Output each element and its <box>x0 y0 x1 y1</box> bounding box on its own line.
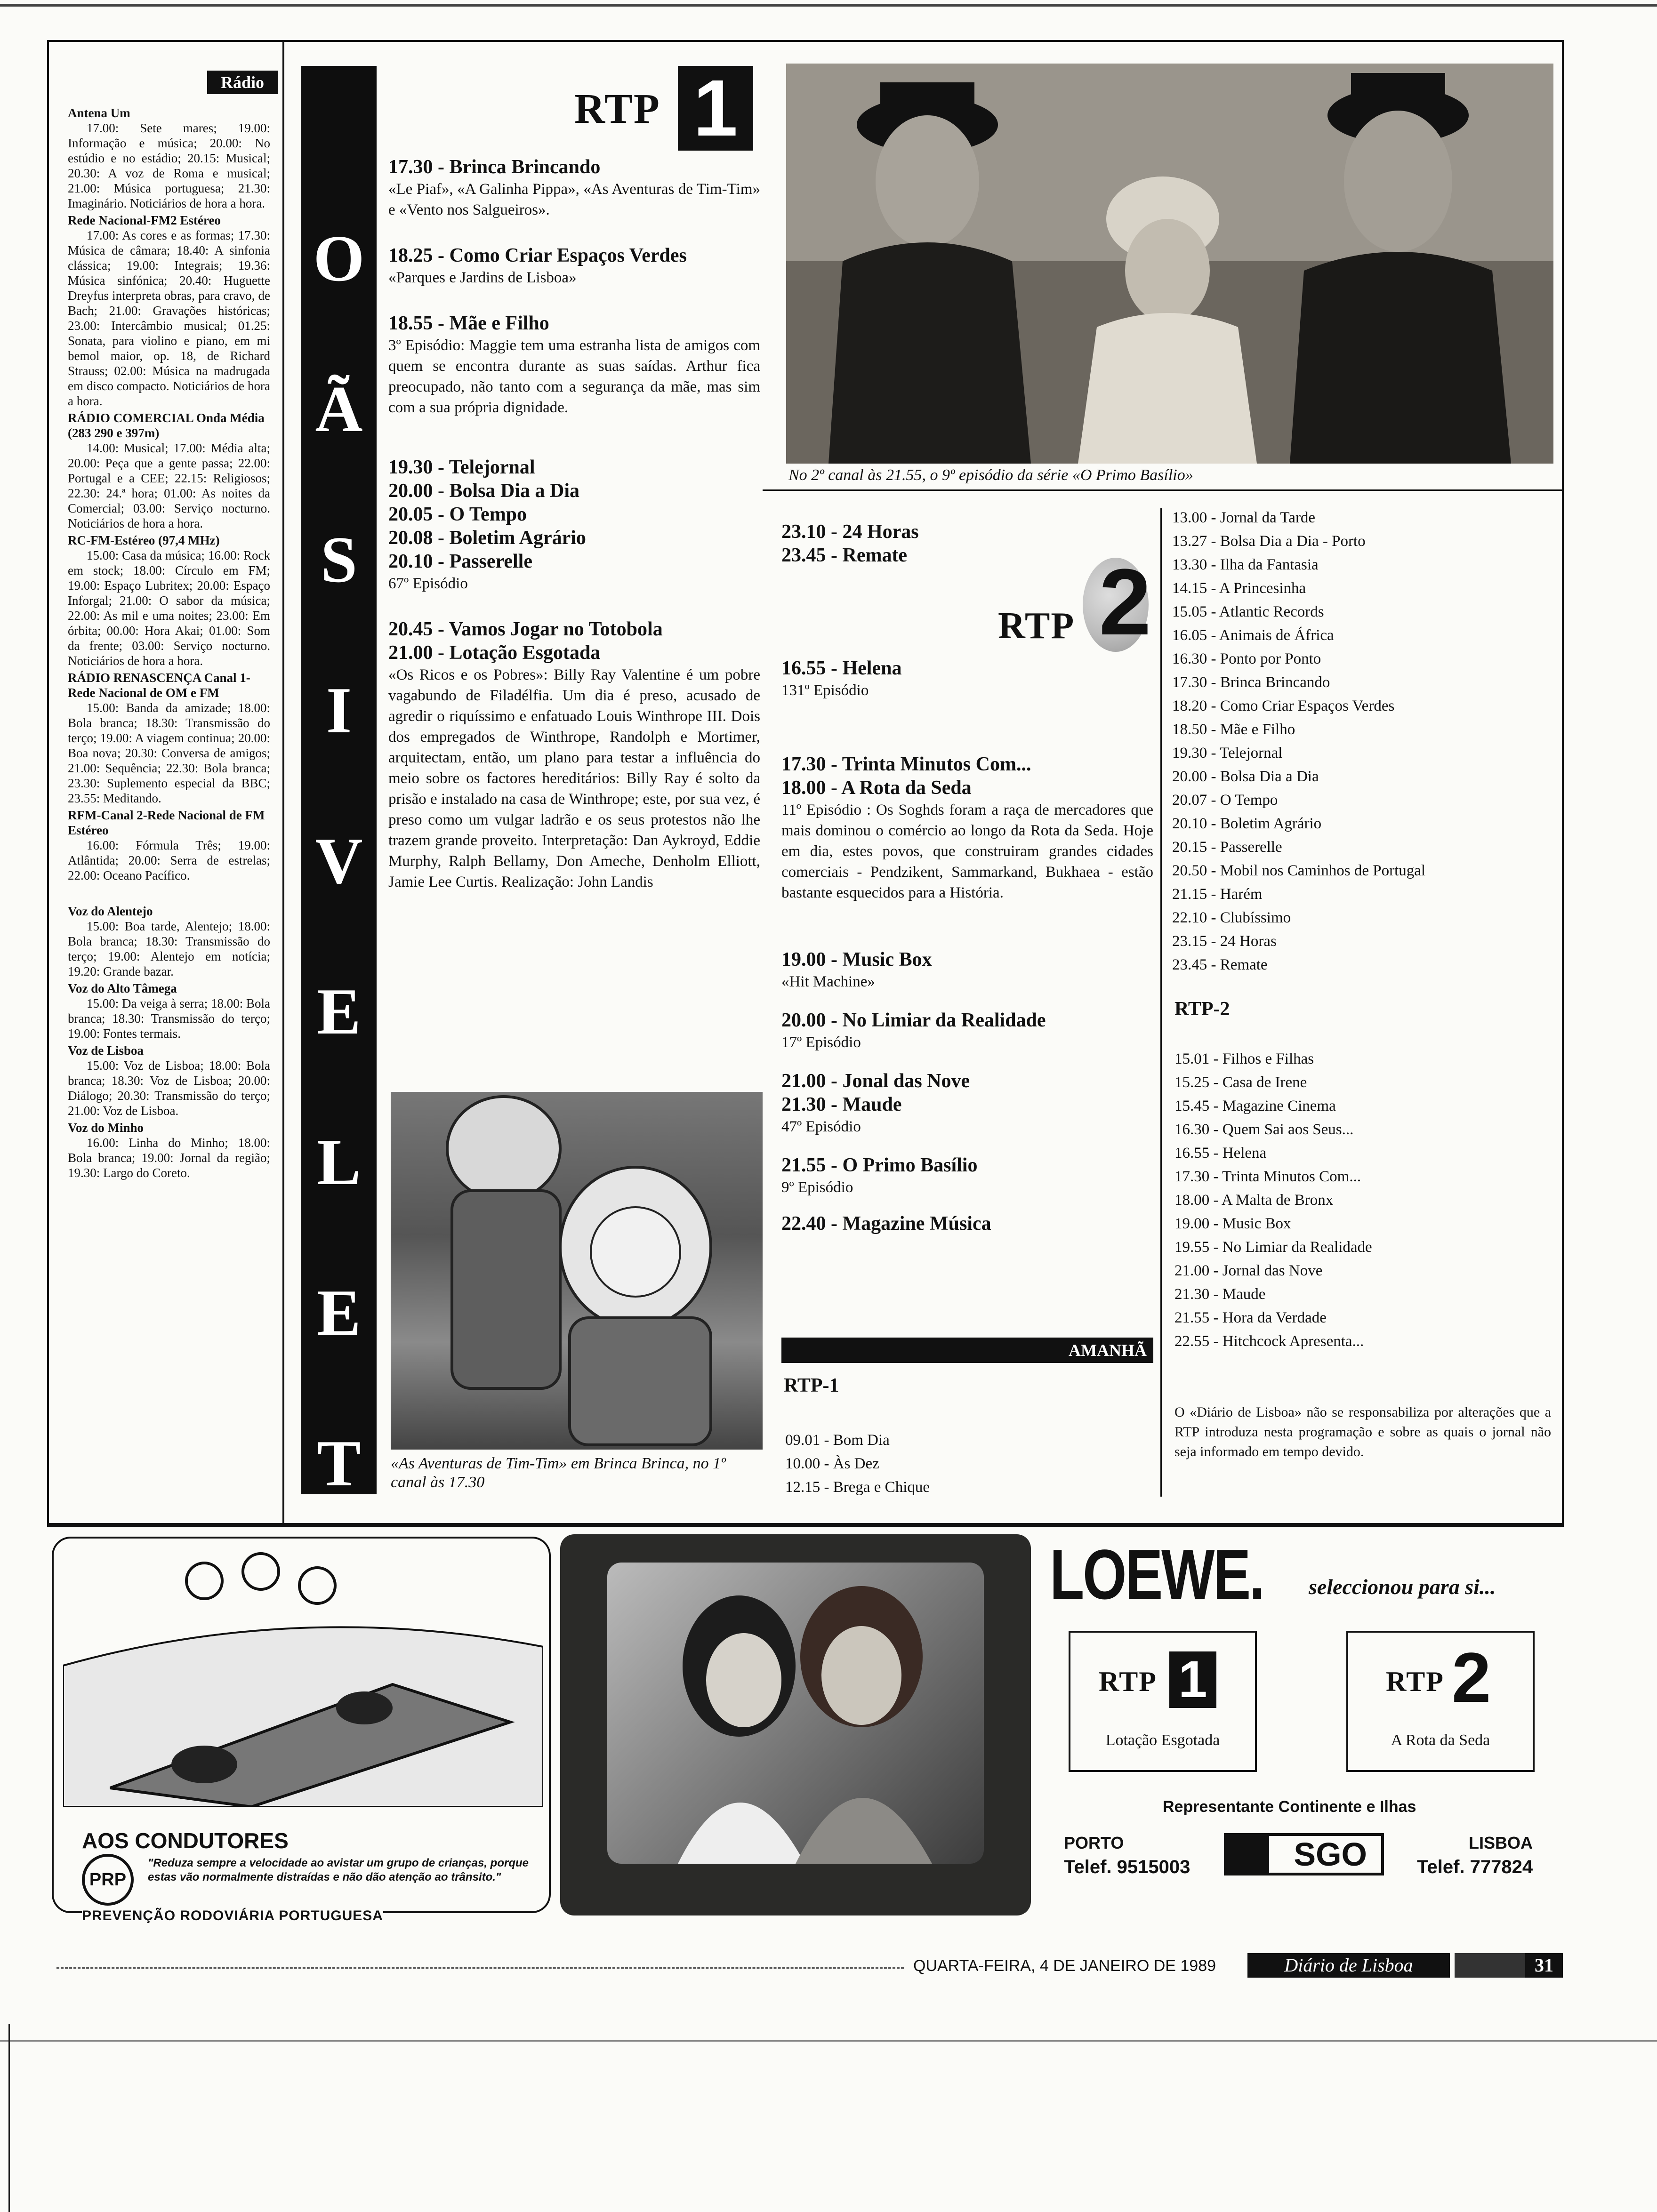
schedule-item: 23.15 - 24 Horas <box>1172 933 1277 950</box>
sgo-logo: SGO <box>1224 1833 1384 1875</box>
program-entry <box>781 1009 1153 1053</box>
porto-phone: Telef. 9515003 <box>1064 1857 1190 1877</box>
program-title: 20.45 - Vamos Jogar no Totobola <box>388 618 663 640</box>
schedule-item: 17.30 - Brinca Brincando <box>1172 674 1330 691</box>
porto-label: PORTO <box>1064 1833 1124 1852</box>
tintin-illustration <box>391 1092 763 1450</box>
program-title: 21.00 - Lotação Esgotada <box>388 642 601 664</box>
footer-dashed-rule <box>56 1967 904 1969</box>
radio-station-schedule: 16.00: Linha do Minho; 18.00: Bola branca; 19.00: Jornal da região; 19.30: Largo do Coreto. <box>68 1136 270 1180</box>
program-entry <box>781 1093 1153 1137</box>
radio-station-schedule: 15.00: Banda da amizade; 18.00: Bola branca; 18.30: Transmissão do terço; 19.00: A viagem continua; 20.00: Boa nova; 20.30: Conversa de amigos; 21.00: Sequência; 22.30: Bola branca; 23.30: Suplemento especial da BBC; 23.55: Meditando. <box>68 701 270 805</box>
program-entry <box>388 503 760 526</box>
radio-station-name: RFM-Canal 2-Rede Nacional de FM Estéreo <box>68 808 265 837</box>
schedule-item: 21.15 - Harém <box>1172 886 1263 903</box>
program-title: 19.30 - Telejornal <box>388 457 535 478</box>
program-title: 17.30 - Brinca Brincando <box>388 156 601 178</box>
television-banner <box>301 66 377 1500</box>
program-title: 23.45 - Remate <box>781 545 908 566</box>
schedule-item: 17.30 - Trinta Minutos Com... <box>1174 1168 1361 1185</box>
program-title: 18.25 - Como Criar Espaços Verdes <box>388 245 687 266</box>
radio-station-name: RÁDIO RENASCENÇA Canal 1-Rede Nacional de OM e FM <box>68 671 250 700</box>
lisboa-label: LISBOA <box>1469 1833 1533 1852</box>
program-title: 20.10 - Passerelle <box>388 551 532 572</box>
schedule-item: 15.05 - Atlantic Records <box>1172 603 1324 620</box>
program-entry <box>781 1154 1153 1198</box>
amanha-divider <box>1160 508 1162 1497</box>
amanha-rtp1-continued <box>1172 506 1549 977</box>
schedule-item: 22.55 - Hitchcock Apresenta... <box>1174 1333 1364 1350</box>
program-title: 21.55 - O Primo Basílio <box>781 1154 978 1176</box>
schedule-item: 18.00 - A Malta de Bronx <box>1174 1192 1334 1209</box>
rtp2-logo-number: 2 <box>1099 550 1151 655</box>
tv-banner-letter: S <box>321 523 357 596</box>
schedule-item: 21.55 - Hora da Verdade <box>1174 1309 1327 1326</box>
radio-station-name: Voz do Alto Tâmega <box>68 981 177 995</box>
schedule-item: 12.15 - Brega e Chique <box>785 1479 930 1496</box>
radio-station-schedule: 16.00: Fórmula Três; 19.00: Atlântida; 20.00: Serra de estrelas; 22.00: Oceano Pacífico. <box>68 838 270 882</box>
program-title: 20.05 - O Tempo <box>388 504 527 525</box>
schedule-item: 13.27 - Bolsa Dia a Dia - Porto <box>1172 533 1366 550</box>
radio-station-schedule: 15.00: Voz de Lisboa; 18.00: Bola branca; 18.30: Voz de Lisboa; 20.00: Diálogo; 20.30: Transmissão do terço; 21.00: Voz de Lisboa. <box>68 1058 270 1118</box>
prp-org: PREVENÇÃO RODOVIÁRIA PORTUGUESA <box>82 1908 383 1923</box>
program-entry <box>781 520 1149 544</box>
tv-screen-photo <box>607 1563 984 1864</box>
program-description: 67º Episódio <box>388 575 468 592</box>
radio-station-schedule: 14.00: Musical; 17.00: Média alta; 20.00: Peça que a gente passa; 22.00: Portugal e a CEE; 22.15: Religiosos; 22.30: 24.ª hora; 01.00: As noites da Comercial; 03.00: Serviço nocturno. Noticiários de hora a hora. <box>68 441 270 530</box>
radio-station-name: Rede Nacional-FM2 Estéreo <box>68 213 221 227</box>
program-entry <box>388 244 760 288</box>
program-title: 23.10 - 24 Horas <box>781 521 919 543</box>
schedule-item: 16.30 - Ponto por Ponto <box>1172 650 1321 667</box>
schedule-item: 21.00 - Jornal das Nove <box>1174 1262 1323 1279</box>
loewe-brand: LOEWE. <box>1050 1535 1264 1614</box>
radio-station-name: Voz de Lisboa <box>68 1043 144 1058</box>
radio-station-schedule: 15.00: Boa tarde, Alentejo; 18.00: Bola branca; 18.30: Transmissão do terço; 19.00: Alentejo em notícia; 19.20: Grande bazar. <box>68 919 270 978</box>
schedule-item: 22.10 - Clubíssimo <box>1172 909 1291 926</box>
program-entry <box>388 456 760 479</box>
tv-banner-letter: L <box>317 1126 361 1199</box>
schedule-item: 20.07 - O Tempo <box>1172 792 1278 809</box>
loewe-tagline: seleccionou para si... <box>1309 1575 1496 1599</box>
tintin-image <box>391 1092 763 1450</box>
radio-tag: Rádio <box>207 71 278 94</box>
prp-illustration <box>63 1543 543 1807</box>
program-title: 20.08 - Boletim Agrário <box>388 527 586 549</box>
radio-station-name: Voz do Alentejo <box>68 904 153 918</box>
loewe-box-rtp1 <box>1069 1631 1257 1772</box>
photo-figures <box>786 64 1553 464</box>
program-title: 21.30 - Maude <box>781 1094 902 1115</box>
schedule-item: 18.20 - Como Criar Espaços Verdes <box>1172 697 1395 714</box>
program-description: «Hit Machine» <box>781 973 875 990</box>
rtp2-logo <box>993 550 1163 657</box>
program-entry <box>388 641 760 892</box>
amanha-rtp1-heading: RTP-1 <box>784 1375 839 1396</box>
schedule-item: 19.55 - No Limiar da Realidade <box>1174 1239 1372 1256</box>
schedule-item: 16.55 - Helena <box>1174 1145 1267 1162</box>
schedule-item: 14.15 - A Princesinha <box>1172 580 1306 597</box>
schedule-item: 20.15 - Passerelle <box>1172 839 1282 856</box>
program-description: 131º Episódio <box>781 682 869 699</box>
program-title: 22.40 - Magazine Música <box>781 1213 991 1234</box>
program-description: 3º Episódio: Maggie tem uma estranha lista de amigos com quem se encontra durante as suas saídas. Arthur fica preocupado, não tanto com a segurança da mãe, mas sim com a sua própria dignidade. <box>388 337 760 416</box>
left-edge-rule <box>8 2024 10 2212</box>
amanha-rtp1-morning <box>785 1428 1148 1499</box>
rtp2-program-list <box>781 657 1153 1235</box>
amanha-rtp2-heading: RTP-2 <box>1174 998 1230 1020</box>
program-entry <box>388 479 760 503</box>
program-description: 17º Episódio <box>781 1034 861 1051</box>
schedule-item: 16.30 - Quem Sai aos Seus... <box>1174 1121 1354 1138</box>
rtp1-program-list <box>388 155 760 892</box>
tv-banner-letter: Ã <box>315 373 363 446</box>
radio-listings <box>49 104 280 1548</box>
program-title: 20.00 - Bolsa Dia a Dia <box>388 480 580 502</box>
program-title: 18.00 - A Rota da Seda <box>781 777 972 799</box>
schedule-item: 13.30 - Ilha da Fantasia <box>1172 556 1319 573</box>
program-entry <box>388 550 760 594</box>
rtp2-logo-text: RTP <box>998 605 1075 647</box>
column-divider <box>282 41 284 1524</box>
sgo-logo-mark <box>1227 1836 1269 1873</box>
schedule-item: 19.00 - Music Box <box>1174 1215 1291 1232</box>
schedule-item: 18.50 - Mãe e Filho <box>1172 721 1295 738</box>
prp-title: AOS CONDUTORES <box>82 1828 289 1853</box>
schedule-item: 20.00 - Bolsa Dia a Dia <box>1172 768 1319 785</box>
program-title: 19.00 - Music Box <box>781 949 932 970</box>
radio-station-name: RC-FM-Estéreo (97,4 MHz) <box>68 533 220 547</box>
amanha-rtp2-list <box>1174 1047 1551 1353</box>
rtp1-logo-text: RTP <box>574 86 660 132</box>
schedule-item: 16.05 - Animais de África <box>1172 627 1334 644</box>
amanha-header: AMANHÃ <box>781 1338 1153 1363</box>
schedule-item: 15.01 - Filhos e Filhas <box>1174 1050 1314 1067</box>
tv-banner-letter: O <box>313 222 365 295</box>
loewe-box1-logo: RTP <box>1099 1666 1157 1697</box>
footer-date: QUARTA-FEIRA, 4 DE JANEIRO DE 1989 <box>913 1957 1216 1975</box>
program-title: 18.55 - Mãe e Filho <box>388 313 549 334</box>
tv-screen-figures <box>607 1563 984 1864</box>
schedule-item: 19.30 - Telejornal <box>1172 745 1283 761</box>
program-description: 9º Episódio <box>781 1179 853 1196</box>
rtp1-logo <box>570 66 767 151</box>
tv-banner-letter: T <box>317 1427 361 1500</box>
schedule-item: 10.00 - Às Dez <box>785 1455 879 1472</box>
radio-station-schedule: 15.00: Casa da música; 16.00: Rock em stock; 18.00: Círculo em FM; 19.00: Espaço Lubritex; 20.00: Espaço Inforgal; 21.00: O sabor da música; 22.00: As mil e uma noites; 23.00: Em órbita; 00.00: Hora Akai; 01.00: Som da frente; 03.00: Serviço nocturno. Noticiários de hora a hora. <box>68 548 270 668</box>
prp-ad <box>52 1537 551 1923</box>
tv-banner-letter: V <box>315 825 363 898</box>
schedule-item: 09.01 - Bom Dia <box>785 1432 890 1449</box>
rtp1-logo-number: 1 <box>678 66 753 151</box>
lisboa-phone: Telef. 777824 <box>1417 1857 1533 1877</box>
ads-top-rule <box>47 1525 1564 1527</box>
prp-quote: "Reduza sempre a velocidade ao avistar um grupo de crianças, porque estas vão normalmente distraídas e não dão atenção ao trânsito." <box>148 1857 529 1883</box>
program-entry <box>388 155 760 220</box>
loewe-box-rtp2 <box>1346 1631 1535 1772</box>
page-number: 31 <box>1525 1953 1563 1978</box>
tv-banner-letter: I <box>326 674 352 747</box>
program-entry <box>781 1069 1153 1093</box>
radio-station-name: RÁDIO COMERCIAL Onda Média (283 290 e 397m) <box>68 411 265 440</box>
radio-station-schedule: 15.00: Da veiga à serra; 18.00: Bola branca; 18.30: Transmissão do terço; 19.00: Fontes termais. <box>68 996 270 1041</box>
primo-basilio-photo <box>786 64 1553 464</box>
photo-divider <box>763 489 1563 491</box>
schedule-item: 20.10 - Boletim Agrário <box>1172 815 1322 832</box>
schedule-item: 15.25 - Casa de Irene <box>1174 1074 1307 1091</box>
loewe-ad <box>1050 1537 1563 1923</box>
loewe-box1-label: Lotação Esgotada <box>1105 1731 1220 1749</box>
radio-station-name: Antena Um <box>68 106 130 120</box>
program-description: «Le Piaf», «A Galinha Pippa», «As Aventuras de Tim-Tim» e «Vento nos Salgueiros». <box>388 181 760 218</box>
bottom-rule <box>0 2040 1657 2042</box>
program-entry <box>388 617 760 641</box>
disclaimer: O «Diário de Lisboa» não se responsabiliza por alterações que a RTP introduza nesta programação e sobre as quais o jornal não seja informado em tempo devido. <box>1174 1404 1551 1459</box>
tv-set-ad <box>560 1534 1031 1915</box>
program-description: 11º Episódio : Os Soghds foram a raça de mercadores que mais dominou o comércio ao longo da Rota da Seda. Hoje em dia, estes povos, que construiram grandes cidades comerciais - Pendzikent, Sammarkand, Bukhaea - estão bastante esquecidos para a História. <box>781 801 1153 901</box>
tv-banner-letter: E <box>317 1276 361 1349</box>
radio-station-name: Voz do Minho <box>68 1121 144 1135</box>
program-entry <box>781 1212 1153 1235</box>
tv-banner-letter: E <box>317 975 361 1048</box>
program-entry <box>388 312 760 418</box>
program-title: 20.00 - No Limiar da Realidade <box>781 1010 1046 1031</box>
program-title: 16.55 - Helena <box>781 657 902 679</box>
top-rule <box>0 4 1657 7</box>
radio-gap <box>68 883 270 902</box>
schedule-item: 23.45 - Remate <box>1172 956 1268 973</box>
primo-basilio-caption: No 2º canal às 21.55, o 9º episódio da série «O Primo Basílio» <box>788 466 1193 484</box>
program-entry <box>388 526 760 550</box>
loewe-box2-number: 2 <box>1452 1638 1491 1717</box>
prp-logo: PRP <box>82 1854 134 1906</box>
program-description: «Os Ricos e os Pobres»: Billy Ray Valentine é um pobre vagabundo de Filadélfia. Um dia é preso, acusado de agredir o riquíssimo e enfatuado Louis Winthrope III. Dois dos empregados de Winthrope, Randolph e Mortimer, arquitectam, então, um plano para testar a influência do meio sobre os factores hereditários: Billy Ray é solto da prisão e instalado na casa de Winthrope; este, por sua vez, é preso como um vulgar ladrão e os seus protestos não lhe trazem grande proveito. Interpretação: Dan Aykroyd, Eddie Murphy, Ralph Bellamy, Don Ameche, Denholm Elliott, Jamie Lee Curtis. Realização: John Landis <box>388 666 760 890</box>
loewe-box1-number: 1 <box>1169 1651 1216 1708</box>
footer-masthead: Diário de Lisboa <box>1247 1953 1450 1978</box>
schedule-item: 20.50 - Mobil nos Caminhos de Portugal <box>1172 862 1426 879</box>
schedule-item: 21.30 - Maude <box>1174 1286 1266 1303</box>
program-description: «Parques e Jardins de Lisboa» <box>388 269 577 286</box>
program-title: 17.30 - Trinta Minutos Com... <box>781 753 1031 775</box>
program-entry <box>781 776 1153 903</box>
tintin-caption: «As Aventuras de Tim-Tim» em Brinca Brinca, no 1º canal às 17.30 <box>391 1455 726 1491</box>
loewe-box2-label: A Rota da Seda <box>1391 1731 1490 1749</box>
program-title: 21.00 - Jonal das Nove <box>781 1070 970 1092</box>
program-description: 47º Episódio <box>781 1118 861 1135</box>
program-entry <box>781 948 1153 992</box>
loewe-box2-logo: RTP <box>1386 1666 1444 1697</box>
schedule-item: 15.45 - Magazine Cinema <box>1174 1098 1336 1114</box>
program-entry <box>781 657 1153 701</box>
radio-station-schedule: 17.00: As cores e as formas; 17.30: Música de câmara; 18.40: A sinfonia clássica; 19.00: Integrais; 19.36: Música sinfónica; 20.40: Huguette Dreyfus interpreta obras, para cravo, de Bach; 21.00: Gravações históricas; 23.00: Intercâmbio musical; 01.25: Sonata, para violino e piano, em mi bemol maior, op. 18, de Richard Strauss; 02.00: Música na madrugada em disco compacto. Noticiários de hora a hora. <box>68 228 270 408</box>
radio-station-schedule: 17.00: Sete mares; 19.00: Informação e música; 20.00: No estúdio e no estádio; 20.15: Musical; 20.30: A voz de Roma e musical; 21.00: Música portuguesa; 21.30: Imaginário. Noticiários de hora a hora. <box>68 121 270 210</box>
program-entry <box>781 753 1153 776</box>
schedule-item: 13.00 - Jornal da Tarde <box>1172 509 1316 526</box>
loewe-representative: Representante Continente e Ilhas <box>1163 1798 1416 1816</box>
